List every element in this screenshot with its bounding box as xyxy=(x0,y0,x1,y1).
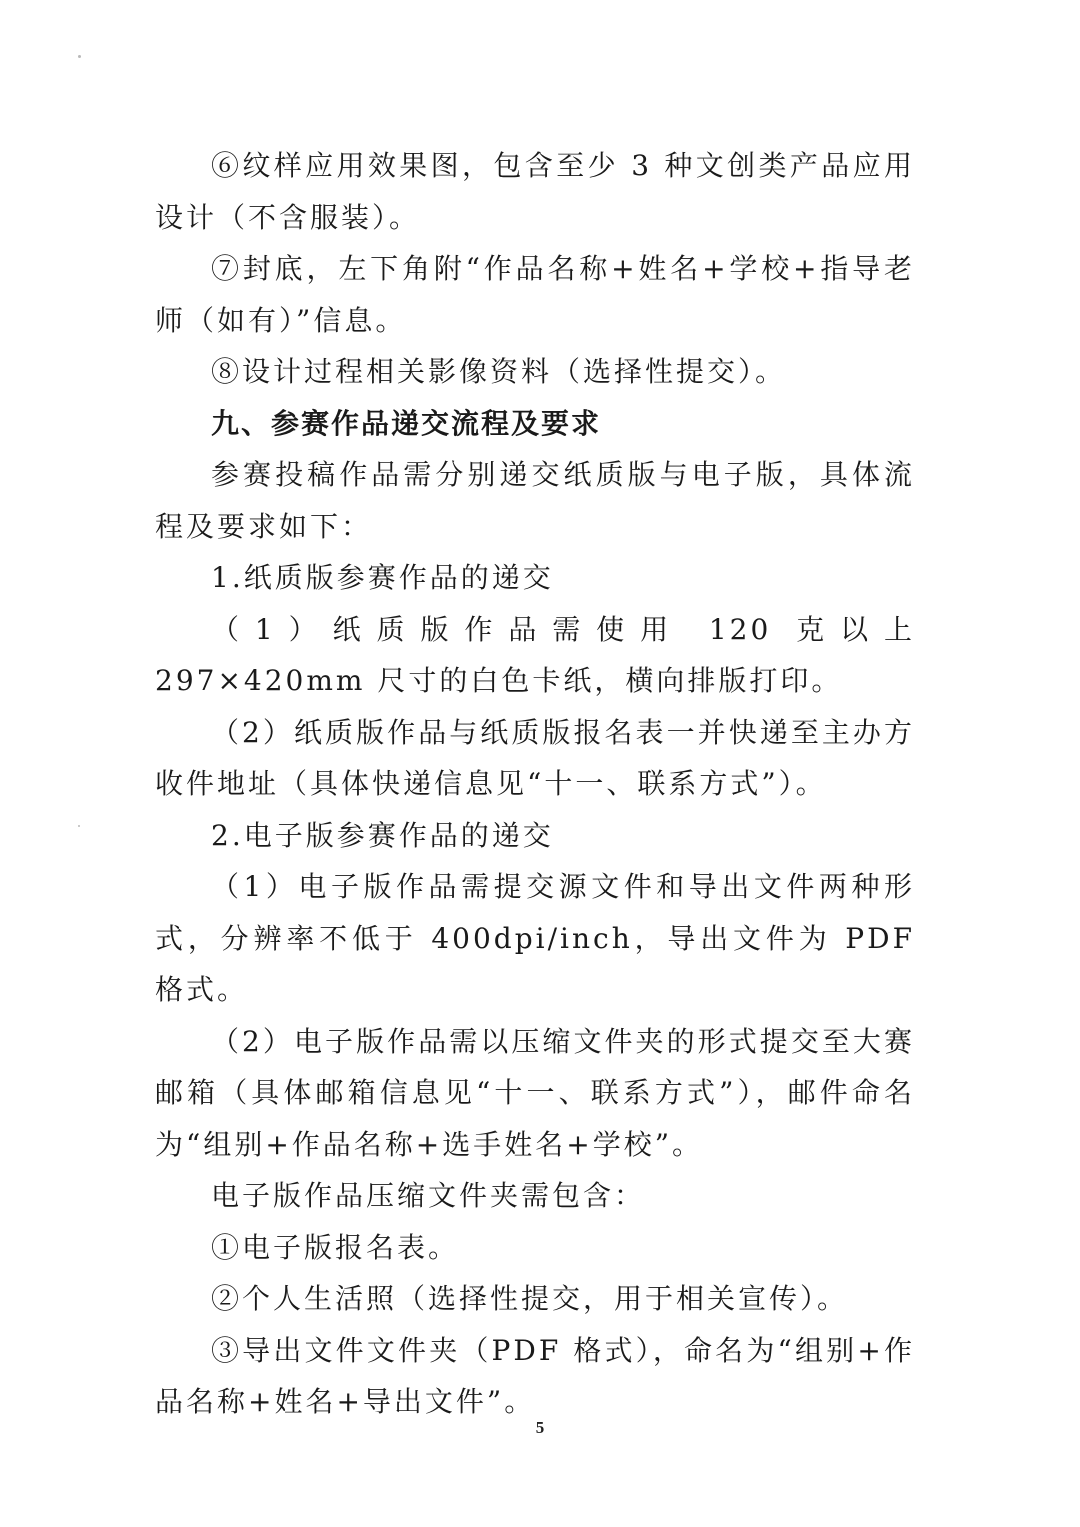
list-item-2: ②个人生活照（选择性提交，用于相关宣传）。 xyxy=(211,1282,849,1315)
scan-speck xyxy=(78,825,80,827)
document-body xyxy=(155,140,915,1428)
paragraph-item-6: ⑥纹样应用效果图，包含至少 3 种文创类产品应用设计（不含服装）。 xyxy=(155,149,915,234)
paragraph-paper-2: （2）纸质版作品与纸质版报名表一并快递至主办方收件地址（具体快递信息见“十一、联系方式”）。 xyxy=(155,715,915,800)
paragraph-intro: 参赛投稿作品需分别递交纸质版与电子版，具体流程及要求如下： xyxy=(155,458,915,543)
subheading-paper: 1.纸质版参赛作品的递交 xyxy=(211,561,554,594)
paragraph-paper-1: （1）纸质版作品需使用 120 克以上 297×420mm 尺寸的白色卡纸，横向排版打印。 xyxy=(155,612,915,697)
subheading-electronic: 2.电子版参赛作品的递交 xyxy=(211,818,554,852)
paragraph-item-7: ⑦封底，左下角附“作品名称+姓名+学校+指导老师（如有）”信息。 xyxy=(155,252,915,337)
paragraph-folder-contents: 电子版作品压缩文件夹需包含： xyxy=(211,1179,646,1212)
section-heading: 九、参赛作品递交流程及要求 xyxy=(211,406,602,440)
scan-speck xyxy=(78,55,81,58)
paragraph-item-8: ⑧设计过程相关影像资料（选择性提交）。 xyxy=(211,355,787,388)
list-item-1: ①电子版报名表。 xyxy=(211,1230,460,1264)
list-item-3: ③导出文件文件夹（PDF 格式），命名为“组别+作品名称+姓名+导出文件”。 xyxy=(155,1333,915,1418)
page-number: 5 xyxy=(535,1418,545,1437)
paragraph-electronic-2: （2）电子版作品需以压缩文件夹的形式提交至大赛邮箱（具体邮箱信息见“十一、联系方式”），邮件命名为“组别+作品名称+选手姓名+学校”。 xyxy=(155,1024,915,1161)
paragraph-electronic-1: （1）电子版作品需提交源文件和导出文件两种形式，分辨率不低于 400dpi/inch，导出文件为 PDF 格式。 xyxy=(155,870,915,1006)
